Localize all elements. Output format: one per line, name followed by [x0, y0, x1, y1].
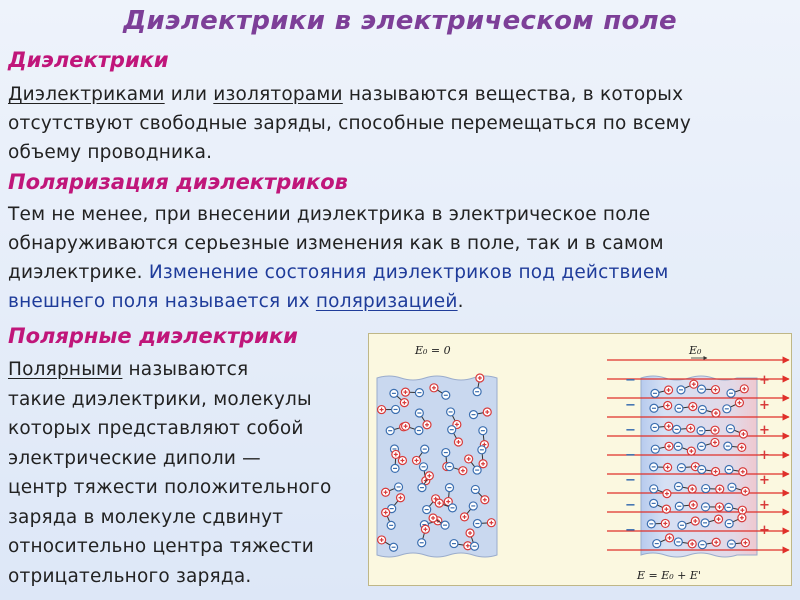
text-fragment-blue: Изменение состояния диэлектриков под действием	[148, 262, 669, 283]
text-line: объему проводника.	[8, 142, 213, 163]
label-field-zero: E₀ = 0	[415, 344, 451, 357]
text-fragment: диэлектрике.	[8, 262, 149, 283]
surface-negative-charge: −	[625, 423, 636, 438]
surface-negative-charge: −	[625, 448, 636, 463]
surface-positive-charge: +	[759, 423, 770, 438]
slide-title: Диэлектрики в электрическом поле	[123, 6, 677, 36]
term-polar: Полярными	[8, 359, 123, 380]
heading-dielectrics: Диэлектрики	[8, 48, 169, 72]
text-fragment: .	[457, 291, 464, 312]
polar-dielectrics-text	[8, 355, 331, 591]
surface-positive-charge: +	[759, 448, 770, 463]
surface-negative-charge: −	[625, 498, 636, 513]
polarization-text	[8, 200, 669, 316]
text-fragment: называются вещества, в которых	[342, 84, 684, 105]
heading-polarization: Поляризация диэлектриков	[8, 170, 348, 194]
surface-positive-charge: +	[759, 498, 770, 513]
surface-negative-charge: −	[625, 398, 636, 413]
text-line: такие диэлектрики, молекулы	[8, 388, 312, 410]
term-insulators: изоляторами	[213, 84, 343, 105]
surface-negative-charge: −	[625, 473, 636, 488]
text-line: заряда в молекуле сдвинут	[8, 506, 284, 528]
label-field-total: E = E₀ + E'	[637, 569, 701, 582]
text-fragment-blue: внешнего поля называется их	[8, 291, 316, 312]
text-line: центр тяжести положительного	[8, 477, 332, 498]
surface-negative-charge: −	[625, 373, 636, 388]
surface-positive-charge: +	[759, 373, 770, 388]
text-line: отсутствуют свободные заряды, способные перемещаться по всему	[8, 113, 691, 134]
surface-positive-charge: +	[759, 523, 770, 538]
text-line: обнаруживаются серьезные изменения как в поле, так и в самом	[8, 233, 664, 254]
surface-positive-charge: +	[759, 473, 770, 488]
text-line: электрические диполи —	[8, 447, 261, 469]
text-fragment: называются	[122, 359, 249, 380]
label-field-e0: E₀	[689, 344, 702, 357]
text-line: которых представляют собой	[8, 418, 304, 439]
term-polarization: поляризацией	[315, 291, 458, 312]
text-fragment: или	[164, 84, 214, 105]
heading-polar-dielectrics: Полярные диэлектрики	[8, 324, 298, 348]
text-line: относительно центра тяжести	[8, 536, 315, 557]
dielectrics-definition	[8, 80, 691, 167]
surface-negative-charge: −	[625, 523, 636, 538]
text-line: Тем не менее, при внесении диэлектрика в электрическое поле	[8, 204, 651, 225]
term-dielectrics: Диэлектриками	[8, 84, 165, 105]
figure-canvas	[369, 334, 793, 587]
surface-positive-charge: +	[759, 398, 770, 413]
text-line: отрицательного заряда.	[8, 565, 252, 587]
polarization-figure	[368, 333, 792, 586]
